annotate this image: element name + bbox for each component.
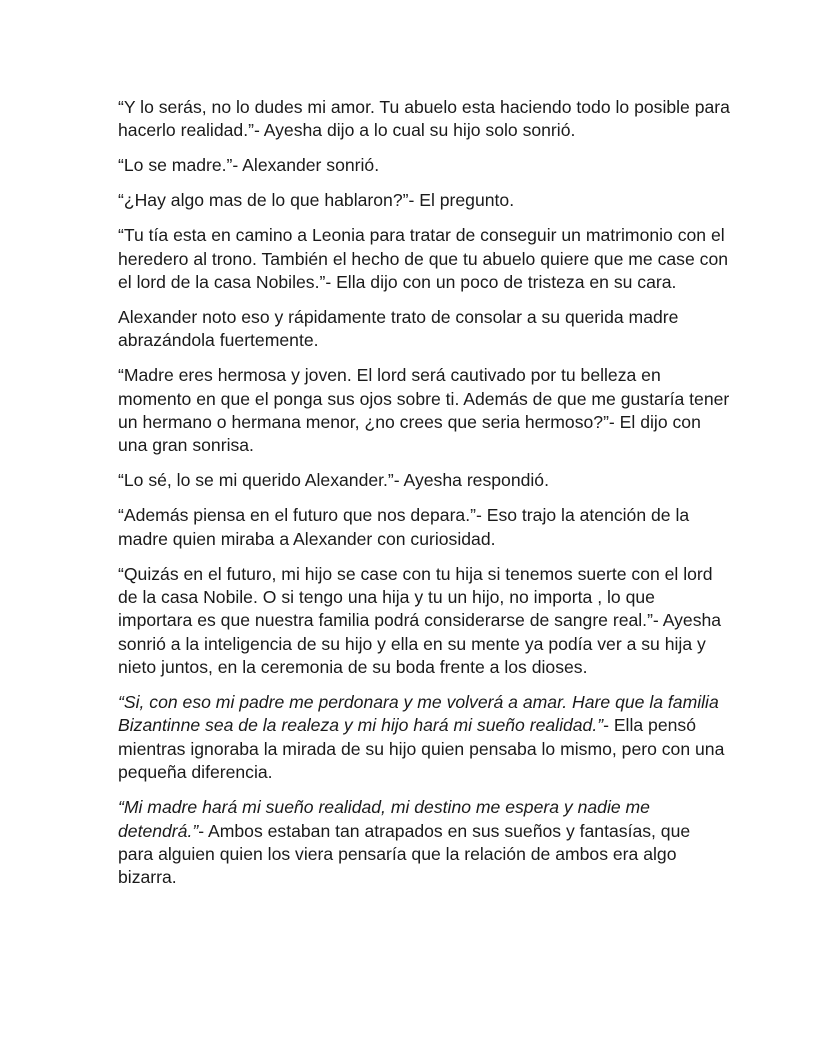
paragraph-4 xyxy=(118,224,730,294)
paragraph-10 xyxy=(118,691,730,785)
paragraph-text: “¿Hay algo mas de lo que hablaron?”- El pregunto. xyxy=(118,190,515,211)
inner-thought-text: “Si, con eso mi padre me perdonara y me volverá a amar. Hare que la familia Bizantinne sea de la realeza y mi hijo hará mi sueño realidad.” xyxy=(118,692,719,736)
paragraph-text: “Y lo serás, no lo dudes mi amor. Tu abuelo esta haciendo todo lo posible para hacerlo realidad.”- Ayesha dijo a lo cual su hijo solo sonrió. xyxy=(118,97,730,141)
paragraph-8 xyxy=(118,504,730,551)
paragraph-6 xyxy=(118,364,730,458)
paragraph-1 xyxy=(118,96,730,143)
paragraph-3 xyxy=(118,189,730,212)
paragraph-text: - Ambos estaban tan atrapados en sus sueños y fantasías, que para alguien quien los viera pensaría que la relación de ambos era algo bizarra. xyxy=(118,820,691,888)
paragraph-7 xyxy=(118,469,730,492)
paragraph-text: “Tu tía esta en camino a Leonia para tratar de conseguir un matrimonio con el heredero al trono. También el hecho de que tu abuelo quiere que me case con el lord de la casa Nobiles.”- Ella dijo con un poco de tristeza en su cara. xyxy=(118,225,729,292)
paragraph-text: “Además piensa en el futuro que nos depara.”- Eso trajo la atención de la madre quien miraba a Alexander con curiosidad. xyxy=(118,505,690,549)
document-page xyxy=(118,96,730,901)
paragraph-2 xyxy=(118,154,730,177)
paragraph-text: “Lo sé, lo se mi querido Alexander.”- Ayesha respondió. xyxy=(118,470,549,491)
paragraph-text: Alexander noto eso y rápidamente trato de consolar a su querida madre abrazándola fuertemente. xyxy=(118,306,679,351)
paragraph-11 xyxy=(118,796,730,890)
inner-thought-text: “Mi madre hará mi sueño realidad, mi destino me espera y nadie me detendrá.” xyxy=(118,797,650,841)
paragraph-9 xyxy=(118,563,730,680)
paragraph-text: “Madre eres hermosa y joven. El lord será cautivado por tu belleza en momento en que el ponga sus ojos sobre ti. Además de que me gustaría tener un hermano o hermana menor, ¿no crees que seria hermoso?”- El dijo con una gran sonrisa. xyxy=(118,365,730,456)
paragraph-text: “Lo se madre.”- Alexander sonrió. xyxy=(118,155,380,176)
paragraph-5 xyxy=(118,306,730,353)
paragraph-text: “Quizás en el futuro, mi hijo se case con tu hija si tenemos suerte con el lord de la casa Nobile. O si tengo una hija y tu un hijo, no importa , lo que importara es que nuestra familia podrá considerarse de sangre real.”- Ayesha sonrió a la inteligencia de su hijo y ella en su mente ya podía ver a su hija y nieto juntos, en la ceremonia de su boda frente a los dioses. xyxy=(118,563,722,678)
paragraph-text: - Ella pensó mientras ignoraba la mirada de su hijo quien pensaba lo mismo, pero con una pequeña diferencia. xyxy=(118,715,725,783)
